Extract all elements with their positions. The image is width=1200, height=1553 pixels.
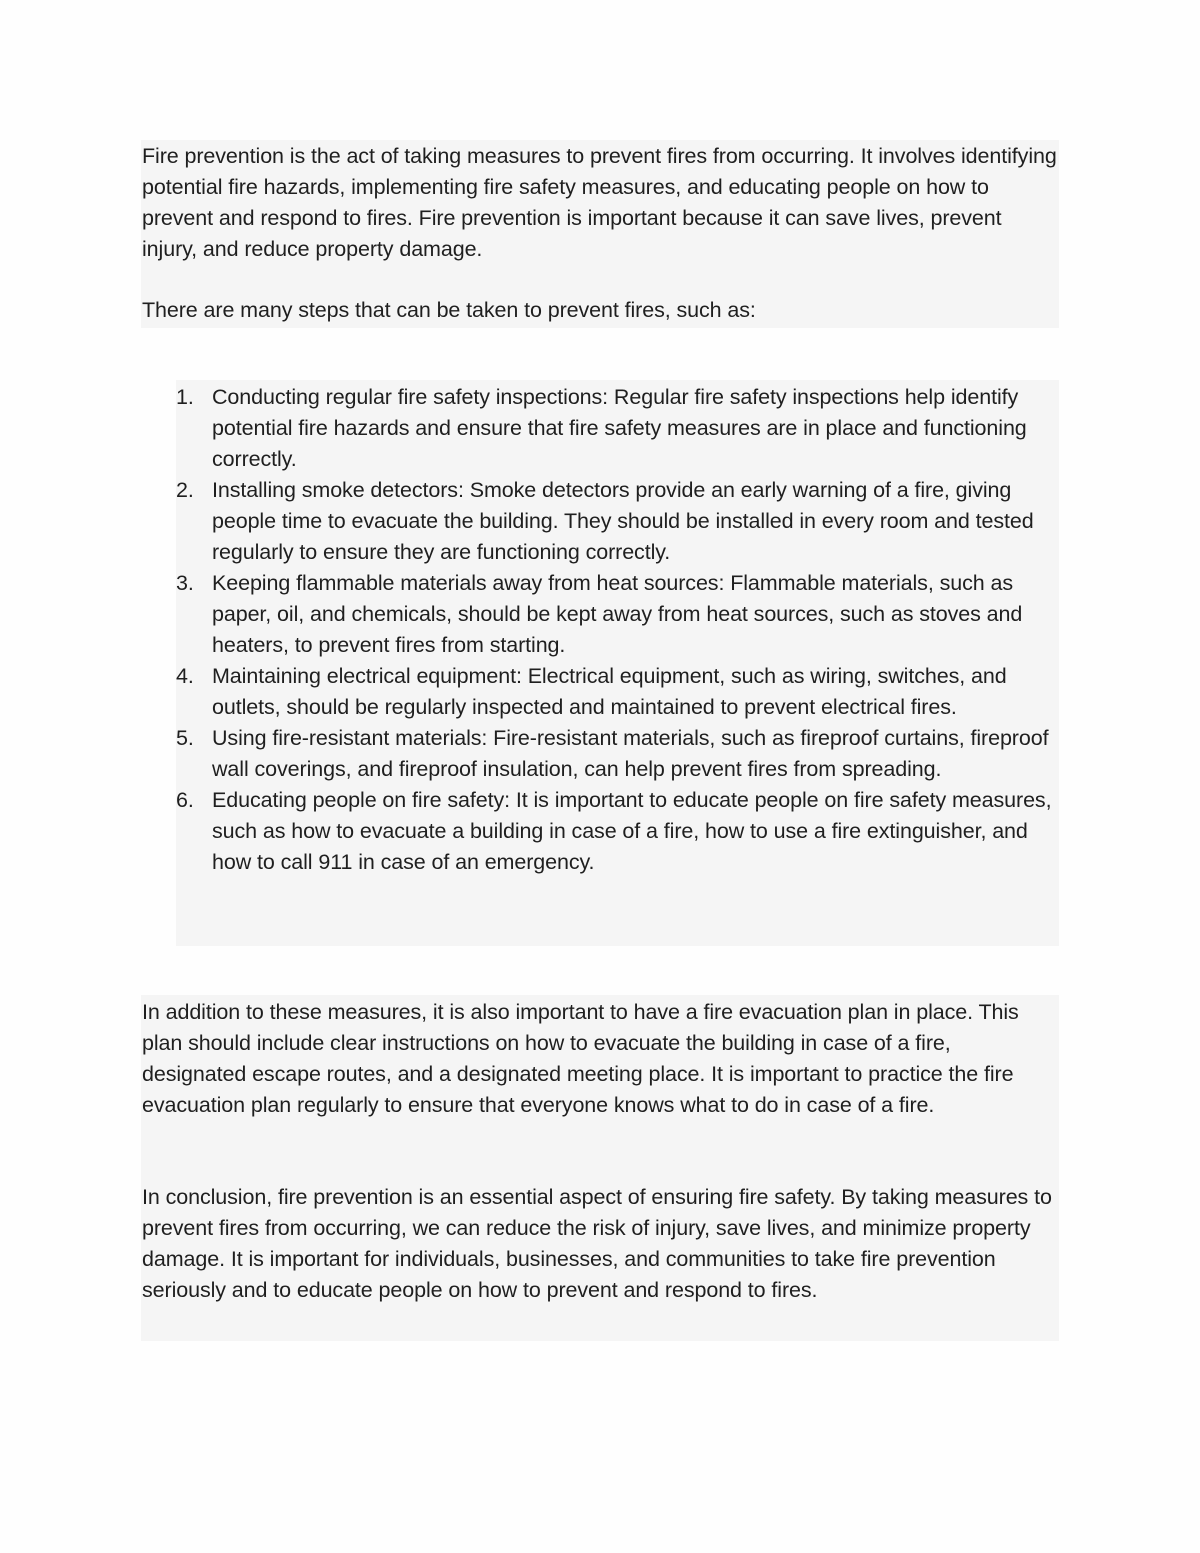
list-item (176, 475, 1059, 568)
list-item (176, 382, 1059, 475)
list-item-text: Maintaining electrical equipment: Electrical equipment, such as wiring, switches, and outlets, should be regularly inspected and maintained to prevent electrical fires. (212, 664, 1007, 719)
steps-lead-in-paragraph: There are many steps that can be taken to prevent fires, such as: (142, 298, 756, 322)
list-item-text: Using fire-resistant materials: Fire-resistant materials, such as fireproof curtains, fireproof wall coverings, and fireproof insulation, can help prevent fires from spreading. (212, 726, 1049, 781)
list-item (176, 785, 1059, 878)
list-item-number: 5. (176, 726, 194, 750)
list-item (176, 723, 1059, 785)
steps-list-block (176, 380, 1059, 946)
list-item-number: 6. (176, 788, 194, 812)
list-item (176, 568, 1059, 661)
list-item-text: Educating people on fire safety: It is important to educate people on fire safety measures, such as how to evacuate a building in case of a fire, how to use a fire extinguisher, and how to call 911 in case of an emergency. (212, 788, 1052, 874)
list-item-text: Keeping flammable materials away from heat sources: Flammable materials, such as paper, oil, and chemicals, should be kept away from heat sources, such as stoves and heaters, to prevent fires from starting. (212, 571, 1023, 657)
intro-paragraph: Fire prevention is the act of taking measures to prevent fires from occurring. It involves identifying potential fire hazards, implementing fire safety measures, and educating people on how to prevent and respond to fires. Fire prevention is important because it can save lives, prevent injury, and reduce property damage. (142, 144, 1057, 261)
list-item (176, 661, 1059, 723)
list-item-number: 1. (176, 385, 194, 409)
fire-prevention-steps-list (176, 382, 1059, 878)
intro-block (141, 140, 1059, 328)
list-item-number: 2. (176, 478, 194, 502)
conclusion-paragraph: In conclusion, fire prevention is an essential aspect of ensuring fire safety. By taking measures to prevent fires from occurring, we can reduce the risk of injury, save lives, and minimize property damage. It is important for individuals, businesses, and communities to take fire prevention seriously and to educate people on how to prevent and respond to fires. (142, 1185, 1052, 1302)
list-item-number: 3. (176, 571, 194, 595)
list-item-number: 4. (176, 664, 194, 688)
outro-block (141, 995, 1059, 1341)
list-item-text: Installing smoke detectors: Smoke detectors provide an early warning of a fire, giving people time to evacuate the building. They should be installed in every room and tested regularly to ensure they are functioning correctly. (212, 478, 1034, 564)
list-item-text: Conducting regular fire safety inspections: Regular fire safety inspections help identify potential fire hazards and ensure that fire safety measures are in place and functioning correctly. (212, 385, 1027, 471)
evacuation-plan-paragraph: In addition to these measures, it is also important to have a fire evacuation plan in place. This plan should include clear instructions on how to evacuate the building in case of a fire, designated escape routes, and a designated meeting place. It is important to practice the fire evacuation plan regularly to ensure that everyone knows what to do in case of a fire. (142, 1000, 1019, 1117)
